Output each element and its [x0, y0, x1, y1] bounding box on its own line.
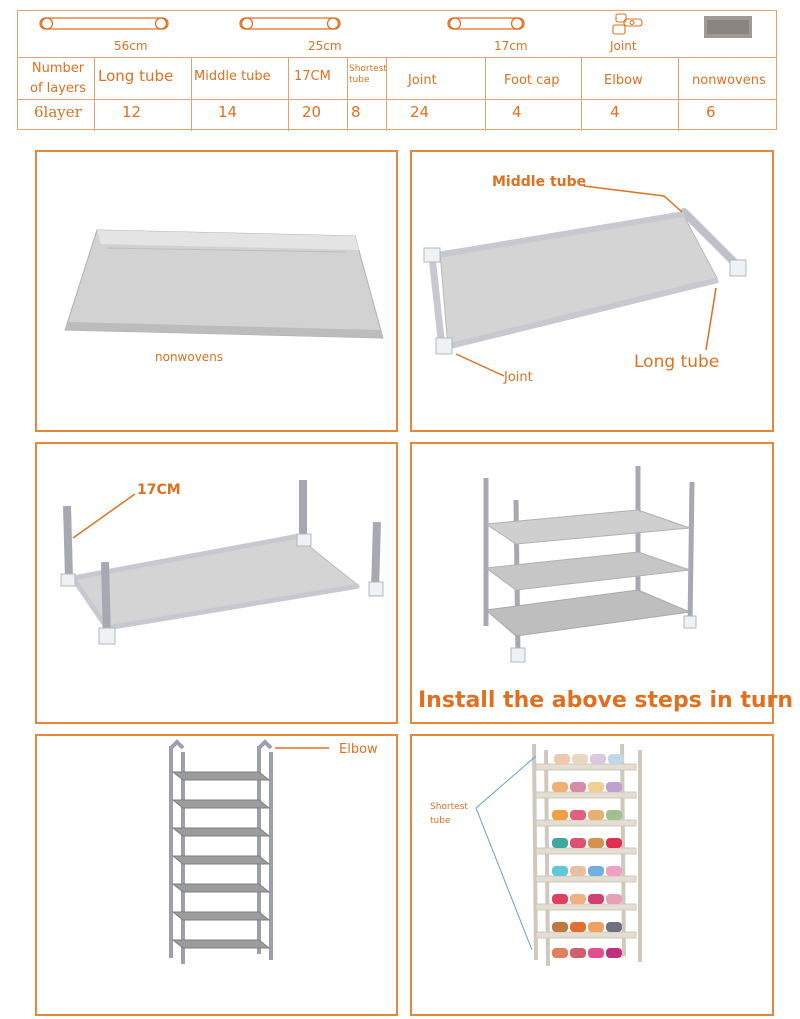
header-elbow: Elbow: [604, 73, 643, 88]
table-divider: [191, 57, 192, 131]
value-17cm: 20: [302, 103, 322, 121]
frame-illustration: [412, 152, 776, 434]
long-tube-length: 56cm: [114, 39, 148, 53]
table-divider: [18, 57, 776, 58]
middle-tube-length: 25cm: [308, 39, 342, 53]
three-tier-illustration: [412, 444, 776, 726]
uprights-illustration: [37, 444, 400, 726]
step-panel-frame: [410, 150, 774, 432]
short-tube-icon: [448, 18, 524, 29]
short-tube-length: 17cm: [494, 39, 528, 53]
label-long-tube: Long tube: [634, 352, 720, 372]
nonwoven-fabric-illustration: [37, 152, 400, 434]
table-divider: [18, 99, 776, 100]
table-divider: [347, 57, 348, 131]
value-shortest-tube: 8: [351, 103, 361, 121]
step-panel-nonwovens: [35, 150, 398, 432]
value-middle-tube: 14: [218, 103, 238, 121]
label-nonwovens: nonwovens: [155, 350, 224, 364]
label-17cm: 17CM: [137, 482, 181, 498]
value-nonwovens: 6: [706, 103, 716, 121]
value-foot-cap: 4: [512, 103, 522, 121]
header-foot-cap: Foot cap: [504, 73, 560, 88]
step-panel-uprights: [35, 442, 398, 724]
loaded-rack-illustration: [412, 736, 776, 1018]
step-panel-elbow: [35, 734, 398, 1016]
header-number-of-layers: [30, 59, 86, 99]
table-divider: [678, 57, 679, 131]
joint-label: Joint: [610, 39, 637, 53]
nonwoven-swatch-icon: [704, 16, 752, 38]
header-middle-tube: Middle tube: [194, 69, 271, 84]
parts-table: [17, 10, 777, 130]
header-17cm: 17CM: [294, 69, 331, 84]
label-middle-tube: Middle tube: [492, 174, 587, 190]
step-panel-loaded-rack: [410, 734, 774, 1016]
header-number-line2: of layers: [30, 81, 87, 96]
value-elbow: 4: [610, 103, 620, 121]
joint-icon: [613, 14, 642, 34]
table-divider: [581, 57, 582, 131]
value-layers: 6layer: [34, 103, 82, 121]
long-tube-icon: [40, 18, 168, 29]
install-caption: Install the above steps in turn: [418, 688, 794, 713]
header-shortest-tube: Shortest tube: [349, 64, 387, 85]
label-elbow: Elbow: [339, 742, 378, 757]
label-joint: Joint: [504, 370, 533, 385]
table-divider: [94, 57, 95, 131]
six-tier-illustration: [37, 736, 400, 1018]
table-divider: [485, 57, 486, 131]
header-joint: Joint: [408, 73, 437, 88]
middle-tube-icon: [240, 18, 340, 29]
table-divider: [288, 57, 289, 131]
label-shortest-tube: Shortest tube: [430, 802, 468, 826]
header-number-line1: Number: [31, 61, 85, 76]
value-long-tube: 12: [122, 103, 142, 121]
step-panel-three-tier: [410, 442, 794, 724]
header-nonwovens: nonwovens: [692, 73, 766, 88]
value-joint: 24: [410, 103, 430, 121]
header-long-tube: Long tube: [98, 67, 174, 85]
